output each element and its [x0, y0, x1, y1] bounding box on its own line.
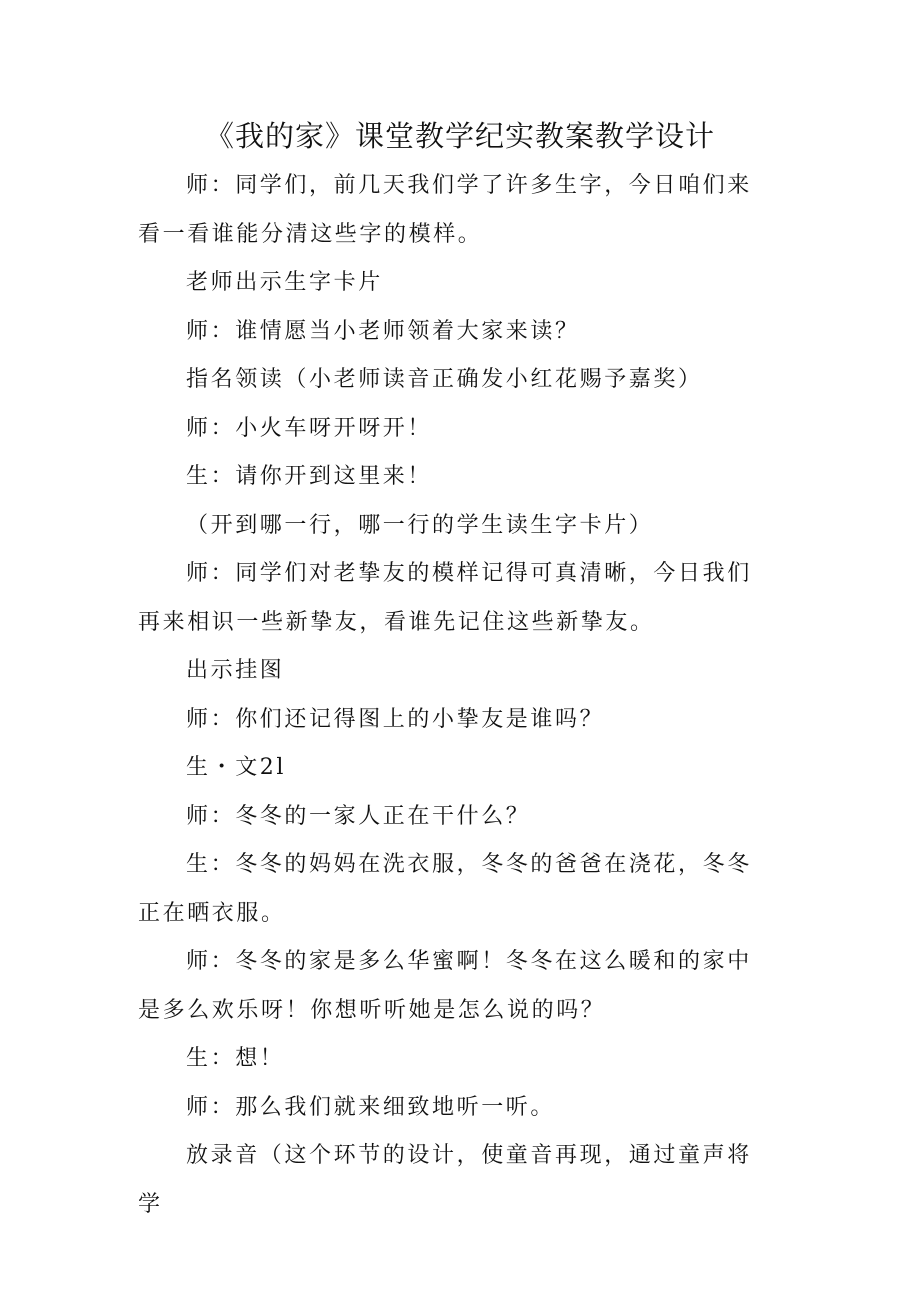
paragraph: 师：谁情愿当小老师领着大家来读？ [186, 318, 580, 344]
paragraph: 师：冬冬的一家人正在干什么？ [186, 803, 531, 829]
document-title: 《我的家》课堂教学纪实教案教学设计 [204, 119, 715, 153]
paragraph: 指名领读（小老师读音正确发小红花赐予嘉奖） [186, 367, 703, 392]
paragraph: 师：那么我们就来细致地听一听。 [186, 1094, 556, 1120]
paragraph: 师：同学们对老挚友的模样记得可真清晰，今日我们再来相识一些新挚友，看谁先记住这些新挚友。 [138, 561, 752, 635]
paragraph: （开到哪一行，哪一行的学生读生字卡片） [186, 512, 654, 538]
paragraph: 生：想！ [186, 1046, 285, 1071]
paragraph: 放录音（这个环节的设计，使童音再现，通过童声将学 [138, 1143, 752, 1217]
paragraph: 老师出示生字卡片 [186, 270, 383, 295]
paragraph: 生：冬冬的妈妈在洗衣服，冬冬的爸爸在浇花，冬冬正在晒衣服。 [138, 852, 752, 926]
paragraph: 师：你们还记得图上的小挚友是谁吗？ [186, 706, 605, 732]
document-body [138, 162, 770, 1229]
paragraph: 生：请你开到这里来！ [186, 464, 433, 489]
paragraph: 出示挂图 [186, 658, 285, 683]
paragraph: 师：同学们，前几天我们学了许多生字，今日咱们来看一看谁能分清这些字的模样。 [138, 173, 752, 247]
paragraph: 师：小火车呀开呀开！ [186, 415, 433, 441]
paragraph: 师：冬冬的家是多么华蜜啊！冬冬在这么暖和的家中是多么欢乐呀！你想听听她是怎么说的吗？ [138, 949, 752, 1023]
paragraph: 生・文2l [186, 755, 287, 780]
